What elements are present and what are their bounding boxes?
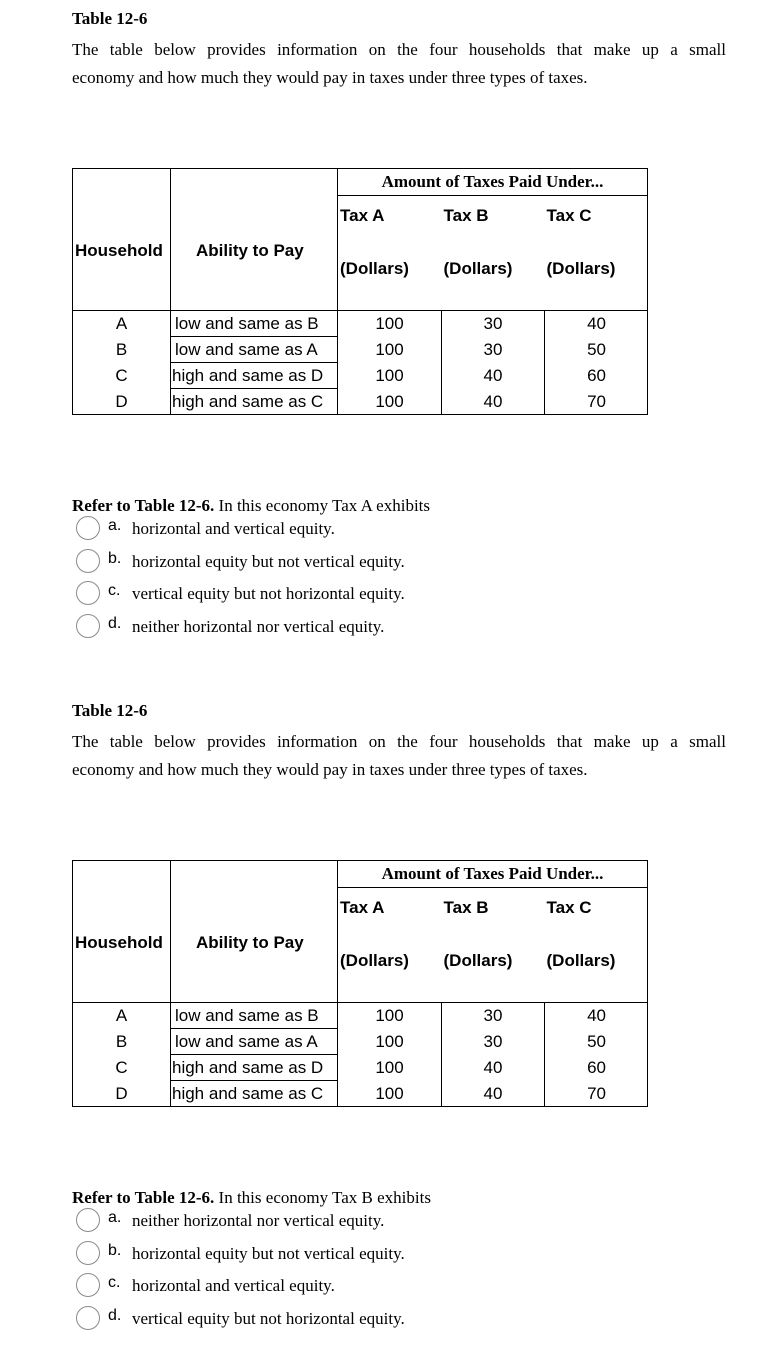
cell-tax-a: 100 [338,1081,442,1107]
cell-tax-b: 30 [442,337,545,363]
cell-ability: high and same as C [171,389,338,415]
cell-household: A [73,311,171,337]
cell-ability: low and same as A [171,337,338,363]
table-row [73,311,648,337]
table-title: Table 12-6 [72,701,148,720]
radio-button[interactable] [76,549,100,573]
table-row [73,1055,648,1081]
household-tax-table [72,168,648,415]
table-title: Table 12-6 [72,9,148,28]
cell-tax-b: 40 [442,363,545,389]
radio-button[interactable] [76,1306,100,1330]
cell-tax-a: 100 [338,363,442,389]
cell-tax-c: 70 [545,389,648,415]
option-text: neither horizontal nor vertical equity. [132,616,385,636]
intro-line-1: The table below provides information on the four households that make up a small [72,732,726,751]
cell-tax-b: 40 [442,1081,545,1107]
cell-ability: high and same as D [171,363,338,389]
header-tax-b: Tax B (Dollars) [442,888,545,1003]
header-tax-a: Tax A (Dollars) [338,196,442,311]
header-tax-c: Tax C (Dollars) [545,888,648,1003]
cell-household: C [73,1055,171,1081]
header-ability: Ability to Pay [171,861,338,1003]
table-intro [72,36,726,92]
cell-household: D [73,1081,171,1107]
cell-ability: low and same as B [171,1003,338,1029]
radio-button[interactable] [76,516,100,540]
option-letter: d. [108,1306,122,1324]
intro-line-2: economy and how much they would pay in taxes under three types of taxes. [72,68,588,87]
table-row [73,363,648,389]
option-text: neither horizontal nor vertical equity. [132,1211,385,1230]
cell-tax-a: 100 [338,389,442,415]
option-letter: b. [108,1241,122,1259]
cell-tax-a: 100 [338,1029,442,1055]
header-household: Household [73,169,171,311]
option-letter: b. [108,549,122,567]
table-row [73,1081,648,1107]
radio-button[interactable] [76,1273,100,1297]
cell-tax-c: 70 [545,1081,648,1107]
option-text: vertical equity but not horizontal equity. [132,584,405,603]
cell-tax-c: 60 [545,363,648,389]
header-household: Household [73,861,171,1003]
table-intro [72,728,726,784]
cell-tax-a: 100 [338,337,442,363]
question-text: Refer to Table 12-6. In this economy Tax B exhibits [72,1188,431,1207]
cell-household: B [73,1029,171,1055]
option-letter: d. [108,614,122,632]
header-tax-a: Tax A (Dollars) [338,888,442,1003]
option-text: horizontal and vertical equity. [132,519,335,538]
cell-tax-a: 100 [338,1055,442,1081]
option-text: horizontal and vertical equity. [132,1276,335,1295]
option-text: horizontal equity but not vertical equity. [132,551,405,571]
header-tax-c: Tax C (Dollars) [545,196,648,311]
option-letter: c. [108,1274,121,1291]
cell-tax-a: 100 [338,1003,442,1029]
cell-ability: high and same as C [171,1081,338,1107]
cell-household: D [73,389,171,415]
cell-tax-b: 30 [442,311,545,337]
cell-household: B [73,337,171,363]
household-tax-table [72,860,648,1107]
cell-tax-c: 50 [545,337,648,363]
header-amount-group: Amount of Taxes Paid Under... [338,861,648,888]
cell-tax-b: 30 [442,1003,545,1029]
cell-tax-b: 30 [442,1029,545,1055]
radio-button[interactable] [76,581,100,605]
cell-tax-c: 50 [545,1029,648,1055]
cell-tax-c: 60 [545,1055,648,1081]
cell-ability: low and same as B [171,311,338,337]
radio-button[interactable] [76,614,100,638]
option-text: horizontal equity but not vertical equity. [132,1243,405,1263]
intro-line-1: The table below provides information on the four households that make up a small [72,40,726,59]
cell-household: C [73,363,171,389]
radio-button[interactable] [76,1208,100,1232]
header-ability: Ability to Pay [171,169,338,311]
cell-household: A [73,1003,171,1029]
cell-ability: low and same as A [171,1029,338,1055]
table-row [73,389,648,415]
option-letter: c. [108,582,121,599]
intro-line-2: economy and how much they would pay in taxes under three types of taxes. [72,760,588,779]
header-amount-group: Amount of Taxes Paid Under... [338,169,648,196]
table-row [73,1003,648,1029]
cell-tax-c: 40 [545,311,648,337]
cell-ability: high and same as D [171,1055,338,1081]
header-tax-b: Tax B (Dollars) [442,196,545,311]
option-letter: a. [108,1209,122,1226]
option-text: vertical equity but not horizontal equity. [132,1308,405,1328]
cell-tax-c: 40 [545,1003,648,1029]
cell-tax-b: 40 [442,1055,545,1081]
table-row [73,1029,648,1055]
cell-tax-b: 40 [442,389,545,415]
table-row [73,337,648,363]
option-letter: a. [108,517,122,534]
cell-tax-a: 100 [338,311,442,337]
question-text: Refer to Table 12-6. In this economy Tax A exhibits [72,496,431,515]
radio-button[interactable] [76,1241,100,1265]
